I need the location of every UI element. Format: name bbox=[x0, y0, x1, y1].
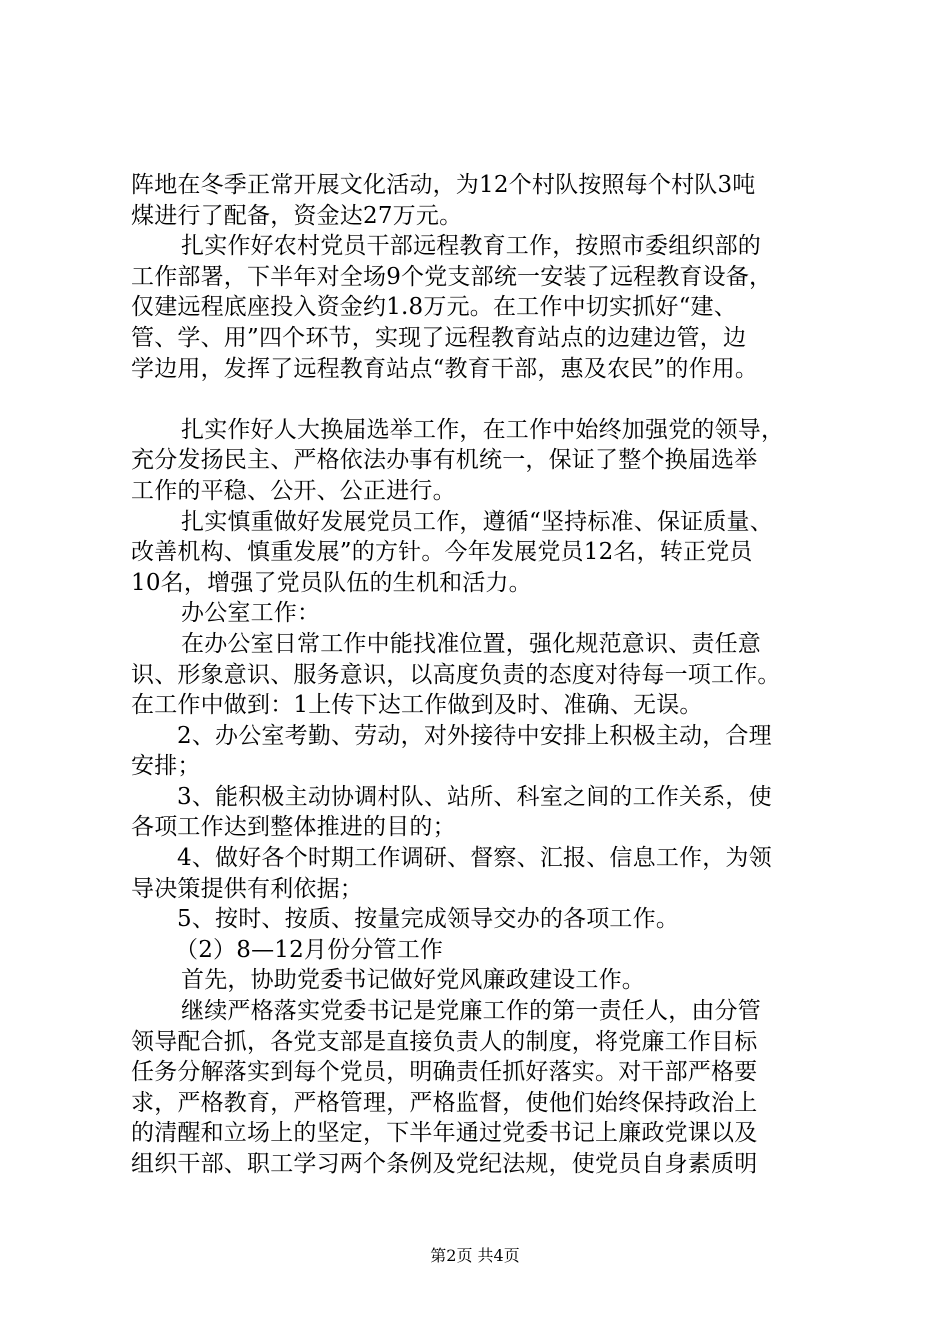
text-line: 各项工作达到整体推进的目的； bbox=[131, 814, 456, 841]
text-line: 10名，增强了党员队伍的生机和活力。 bbox=[131, 569, 532, 596]
section-heading: （2）8—12月份分管工作 bbox=[175, 936, 444, 963]
paragraph-start-line: 扎实作好人大换届选举工作，在工作中始终加强党的领导， bbox=[181, 416, 785, 443]
list-item-line: 4、做好各个时期工作调研、督察、汇报、信息工作，为领 bbox=[177, 845, 772, 872]
document-body bbox=[131, 170, 851, 1180]
paragraph-start-line: 在办公室日常工作中能找准位置，强化规范意识、责任意 bbox=[181, 630, 761, 657]
text-line: 组织干部、职工学习两个条例及党纪法规，使党员自身素质明 bbox=[131, 1151, 758, 1177]
text-line: 的清醒和立场上的坚定，下半年通过党委书记上廉政党课以及 bbox=[131, 1120, 758, 1147]
paragraph-gap bbox=[131, 384, 851, 415]
list-item-line: 5、按时、按质、按量完成领导交办的各项工作。 bbox=[177, 906, 680, 933]
text-line: 仅建远程底座投入资金约1.8万元。在工作中切实抓好“建、 bbox=[131, 294, 737, 321]
text-line: 煤进行了配备，资金达27万元。 bbox=[131, 202, 463, 229]
text-line: 安排； bbox=[131, 753, 201, 780]
text-line: 阵地在冬季正常开展文化活动，为12个村队按照每个村队3吨 bbox=[131, 172, 756, 198]
text-line: 领导配合抓，各党支部是直接负责人的制度，将党廉工作目标 bbox=[131, 1028, 758, 1055]
paragraph-start-line: 扎实慎重做好发展党员工作，遵循“坚持标准、保证质量、 bbox=[181, 508, 773, 535]
text-line: 工作部署，下半年对全场9个党支部统一安装了远程教育设备， bbox=[131, 263, 773, 290]
text-line: 学边用，发挥了远程教育站点“教育干部，惠及农民”的作用。 bbox=[131, 355, 759, 382]
section-heading: 办公室工作： bbox=[181, 600, 321, 627]
page-number-footer: 第2页 共4页 bbox=[430, 1246, 520, 1265]
paragraph-start-line: 首先，协助党委书记做好党风廉政建设工作。 bbox=[181, 967, 645, 994]
paragraph-start-line: 扎实作好农村党员干部远程教育工作，按照市委组织部的 bbox=[181, 233, 761, 260]
text-line: 任务分解落实到每个党员，明确责任抓好落实。对干部严格要 bbox=[131, 1059, 758, 1086]
text-line: 在工作中做到：1上传下达工作做到及时、准确、无误。 bbox=[131, 692, 703, 719]
paragraph-start-line: 继续严格落实党委书记是党廉工作的第一责任人，由分管 bbox=[181, 998, 761, 1025]
list-item-line: 2、办公室考勤、劳动，对外接待中安排上积极主动，合理 bbox=[177, 722, 772, 749]
text-line: 充分发扬民主、严格依法办事有机统一，保证了整个换届选举 bbox=[131, 447, 758, 474]
list-item-line: 3、能积极主动协调村队、站所、科室之间的工作关系，使 bbox=[177, 783, 772, 810]
text-line: 工作的平稳、公开、公正进行。 bbox=[131, 477, 456, 504]
text-line: 识、形象意识、服务意识，以高度负责的态度对待每一项工作。 bbox=[131, 661, 781, 688]
text-line: 求，严格教育，严格管理，严格监督，使他们始终保持政治上 bbox=[131, 1089, 758, 1116]
text-line: 改善机构、慎重发展”的方针。今年发展党员12名，转正党员 bbox=[131, 539, 753, 566]
text-line: 管、学、用”四个环节，实现了远程教育站点的边建边管，边 bbox=[131, 324, 747, 351]
text-line: 导决策提供有利依据； bbox=[131, 875, 363, 902]
